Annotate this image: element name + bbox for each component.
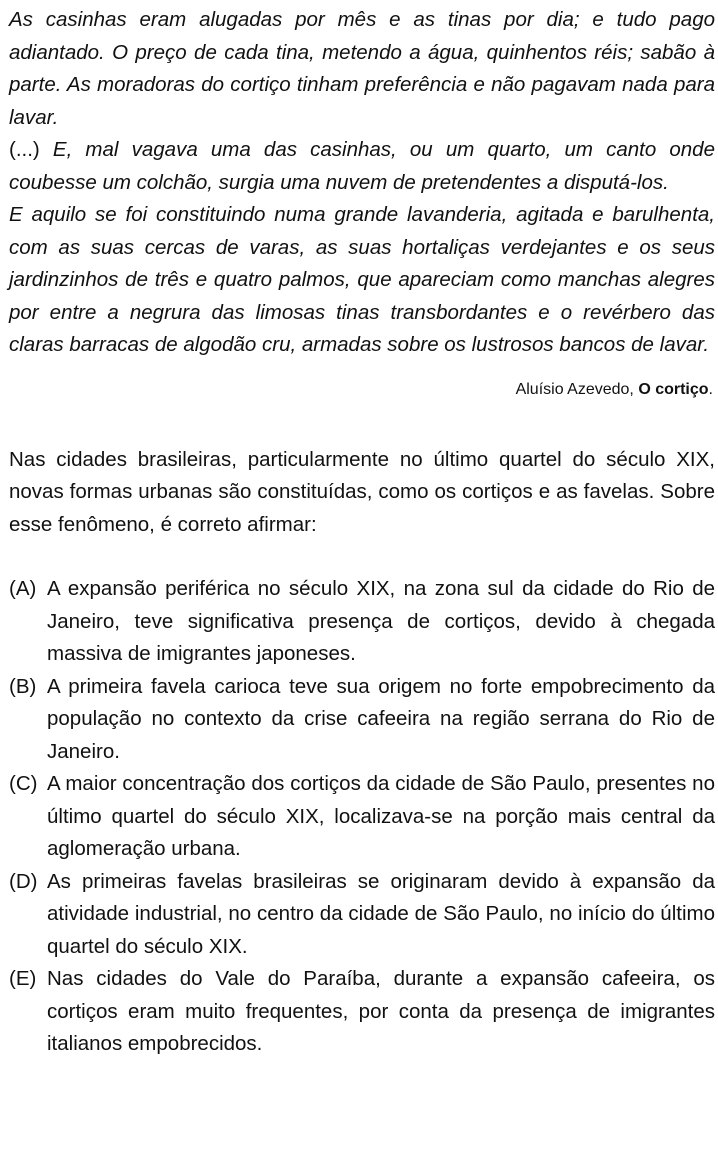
option-e-letter: (E) (9, 967, 37, 990)
question-stem: Nas cidades brasileiras, particularmente no último quartel do século XIX, novas formas urbanas são constituídas, como os cortiços e as favelas. Sobre esse fenômeno, é correto afirmar: (9, 447, 715, 536)
ellipsis-marker: (...) (9, 138, 40, 161)
option-c[interactable] (9, 768, 715, 866)
option-d[interactable] (9, 866, 715, 964)
answer-options (9, 573, 715, 1061)
option-d-text: As primeiras favelas brasileiras se originaram devido à expansão da atividade industrial, no centro da cidade de São Paulo, no início do último quartel do século XIX. (47, 869, 715, 958)
option-a-letter: (A) (9, 577, 37, 600)
option-e-text: Nas cidades do Vale do Paraíba, durante a expansão cafeeira, os cortiços eram muito frequentes, por conta da presença de imigrantes italianos empobrecidos. (47, 967, 715, 1055)
excerpt-paragraph-2-text: E, mal vagava uma das casinhas, ou um quarto, um canto onde coubesse um colchão, surgia uma nuvem de pretendentes a disputá-los. (9, 138, 715, 194)
excerpt-paragraph-3: E aquilo se foi constituindo numa grande lavanderia, agitada e barulhenta, com as suas cercas de varas, as suas hortaliças verdejantes e os seus jardinzinhos de três e quatro palmos, que apareciam como manchas alegres por entre a negrura das limosas tinas transbordantes e o revérbero das claras barracas de algodão cru, armadas sobre os lustrosos bancos de lavar. (9, 203, 715, 356)
option-b-letter: (B) (9, 674, 37, 698)
citation-author: Aluísio Azevedo, (515, 380, 639, 398)
citation-end: . (708, 380, 713, 398)
option-a-text: A expansão periférica no século XIX, na zona sul da cidade do Rio de Janeiro, teve significativa presença de cortiços, devido à chegada massiva de imigrantes japoneses. (47, 577, 715, 665)
option-e[interactable] (9, 963, 715, 1061)
source-citation (9, 380, 715, 400)
option-c-text: A maior concentração dos cortiços da cidade de São Paulo, presentes no último quartel do século XIX, localizava-se na porção mais central da aglomeração urbana. (47, 772, 715, 860)
option-b-text: A primeira favela carioca teve sua origem no forte empobrecimento da população no contexto da crise cafeeira na região serrana do Rio de Janeiro. (47, 674, 715, 763)
excerpt-paragraph-2 (9, 134, 715, 199)
option-c-letter: (C) (9, 772, 38, 795)
citation-book-title: O cortiço (638, 380, 709, 398)
option-d-letter: (D) (9, 869, 38, 893)
literary-excerpt (9, 4, 715, 362)
option-a[interactable] (9, 573, 715, 671)
excerpt-paragraph-1: As casinhas eram alugadas por mês e as tinas por dia; e tudo pago adiantado. O preço de cada tina, metendo a água, quinhentos réis; sabão à parte. As moradoras do cortiço tinham preferência e não pagavam nada para lavar. (9, 8, 715, 129)
option-b[interactable] (9, 671, 715, 769)
